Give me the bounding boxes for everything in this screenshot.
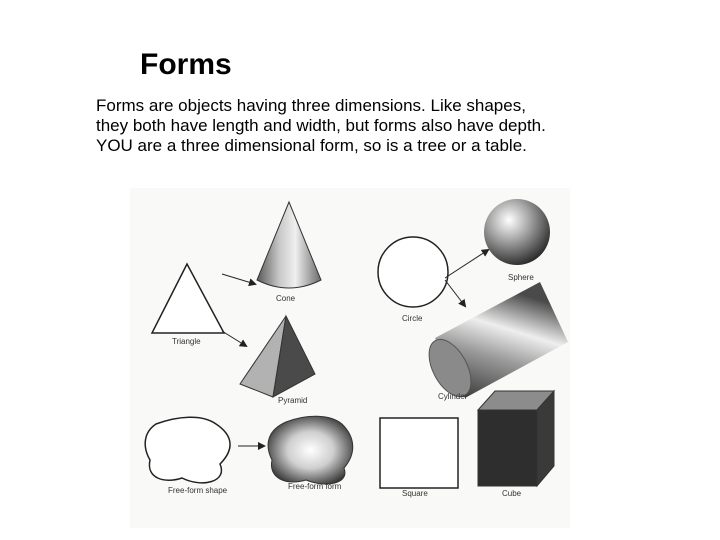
free-form-shape-caption: Free-form shape (168, 486, 228, 495)
body-line-2: they both have length and width, but forms also have depth. (96, 116, 546, 135)
pyramid-form (240, 316, 315, 397)
arrow-triangle-to-cone (222, 274, 255, 284)
cone-form (257, 202, 321, 288)
cylinder-form (420, 282, 568, 403)
sphere-form (484, 199, 550, 265)
cone-caption: Cone (276, 294, 296, 303)
slide-title: Forms (140, 48, 232, 81)
cube-caption: Cube (502, 489, 522, 498)
free-form-form (268, 416, 353, 484)
body-line-1: Forms are objects having three dimensions. Like shapes, (96, 96, 526, 115)
shapes-vs-forms-figure (130, 188, 570, 528)
square-shape (380, 418, 458, 488)
body-line-3: YOU are a three dimensional form, so is a tree or a table. (96, 136, 527, 155)
free-form-form-caption: Free-form form (288, 482, 342, 491)
cube-form (478, 391, 554, 486)
free-form-shape (145, 417, 230, 483)
square-caption: Square (402, 489, 428, 498)
figure-drawing (130, 188, 570, 528)
triangle-shape (152, 264, 224, 333)
circle-caption: Circle (402, 314, 423, 323)
circle-shape (378, 237, 448, 307)
pyramid-caption: Pyramid (278, 396, 308, 405)
arrow-circle-to-cylinder (445, 280, 465, 306)
sphere-caption: Sphere (508, 273, 534, 282)
body-paragraph (96, 96, 656, 156)
arrow-triangle-to-pyramid (222, 331, 246, 346)
arrow-circle-to-sphere (445, 250, 488, 278)
triangle-caption: Triangle (172, 337, 201, 346)
cylinder-caption: Cylinder (438, 392, 468, 401)
